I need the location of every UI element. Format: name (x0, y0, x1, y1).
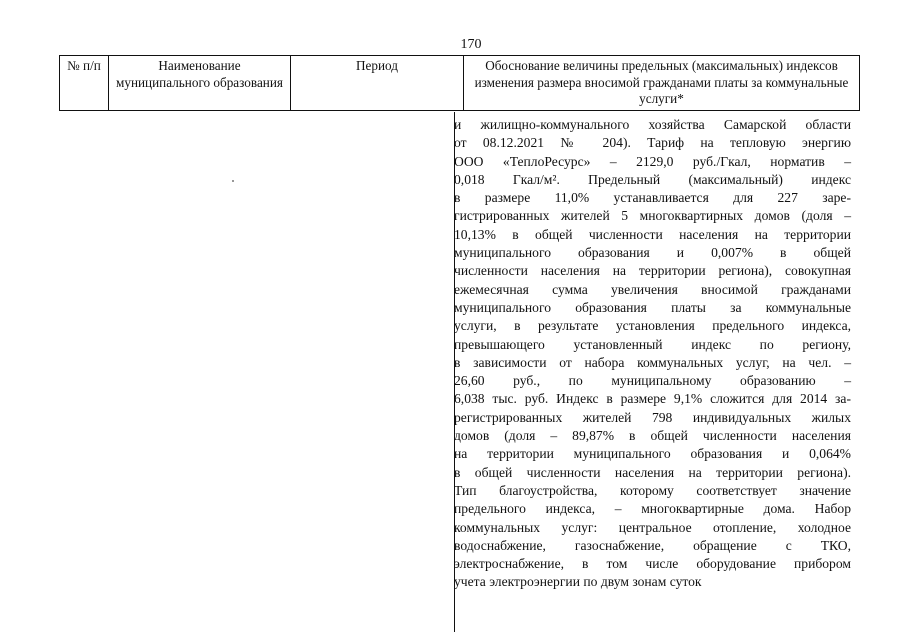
text-line: 26,60 руб., по муниципальному образованию – (454, 373, 851, 389)
text-line: ежемесячная сумма увеличения вносимой гражданами (454, 281, 851, 297)
table-header (59, 55, 860, 111)
text-line: превышающего установленный индекс по региону, (454, 336, 851, 352)
header-municipality: Наименование муниципального образования (109, 56, 291, 111)
text-line: и жилищно-коммунального хозяйства Самарской области (454, 117, 851, 132)
text-line: электроснабжение, в том числе оборудование прибором (454, 556, 851, 572)
basis-text (454, 116, 851, 592)
text-line: муниципального образования платы за коммунальные (454, 299, 851, 315)
table-header-row (60, 56, 860, 111)
header-num: № п/п (60, 56, 109, 111)
text-line: гистрированных жителей 5 многоквартирных домов (доля – (454, 208, 851, 224)
text-line: учета электроэнергии по двум зонам суток (454, 574, 702, 590)
text-line: муниципального образования и 0,007% в общей (454, 245, 851, 261)
text-line: домов (доля – 89,87% в общей численности населения (454, 428, 851, 444)
text-line: в размере 11,0% устанавливается для 227 заре- (454, 190, 851, 206)
text-line: 10,13% в общей численности населения на территории (454, 226, 851, 242)
header-basis: Обоснование величины предельных (максимальных) индексов изменения размера вносимой гражданами платы за коммунальные услуги* (464, 56, 860, 111)
text-line: Тип благоустройства, которому соответствует значение (454, 482, 851, 498)
text-line: регистрированных жителей 798 индивидуальных жилых (454, 409, 851, 425)
text-line: численности населения на территории региона), совокупная (454, 263, 851, 279)
text-line: предельного индекса, – многоквартирные дома. Набор (454, 501, 851, 517)
text-line: на территории муниципального образования и 0,064% (454, 446, 851, 462)
text-line: от 08.12.2021 № 204). Тариф на тепловую энергию (454, 135, 851, 151)
scan-speck (232, 180, 234, 182)
text-line: 0,018 Гкал/м². Предельный (максимальный) индекс (454, 171, 851, 187)
text-line: в общей численности населения на территории региона). (454, 464, 851, 480)
text-line: услуги, в результате установления предельного индекса, (454, 318, 851, 334)
text-line: водоснабжение, газоснабжение, обращение с ТКО, (454, 537, 851, 553)
text-line: коммунальных услуг: центральное отопление, холодное (454, 519, 851, 535)
text-line: 6,038 тыс. руб. Индекс в размере 9,1% сложится для 2014 за- (454, 391, 851, 407)
header-period: Период (291, 56, 464, 111)
text-line: ООО «ТеплоРесурс» – 2129,0 руб./Гкал, норматив – (454, 153, 851, 169)
page-number: 170 (460, 37, 482, 52)
text-line: в зависимости от набора коммунальных услуг, на чел. – (454, 354, 851, 370)
